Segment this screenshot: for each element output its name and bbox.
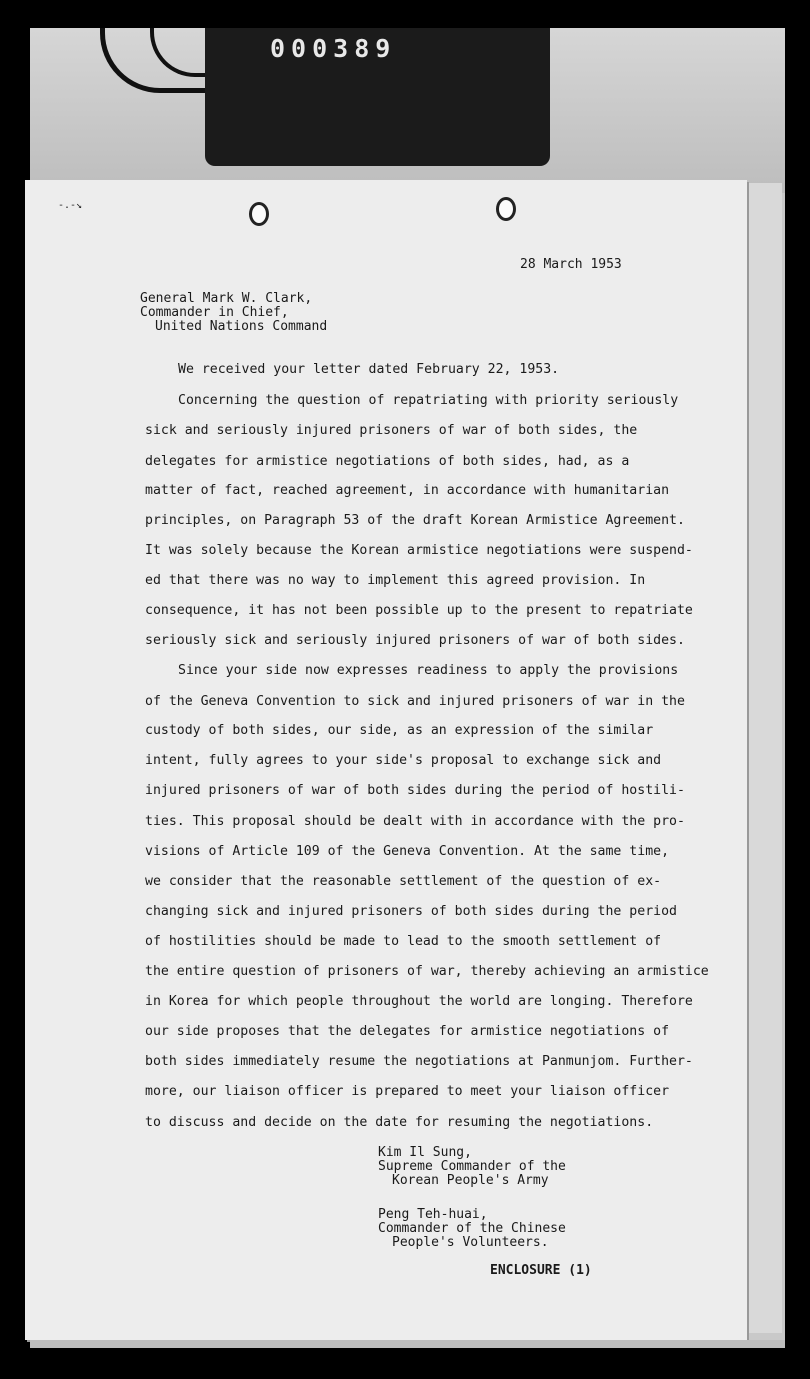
punch-hole-left — [249, 202, 269, 226]
body-line: consequence, it has not been possible up to the present to repatriate — [145, 603, 693, 618]
body-line: delegates for armistice negotiations of both sides, had, as a — [145, 454, 630, 469]
body-line: we consider that the reasonable settlement of the question of ex- — [145, 874, 662, 889]
margin-mark: -.-↘ — [58, 200, 83, 211]
addressee-line: United Nations Command — [155, 319, 328, 334]
signature-name: Kim Il Sung, — [378, 1145, 472, 1160]
body-line: seriously sick and seriously injured prisoners of war of both sides. — [145, 633, 685, 648]
body-line: in Korea for which people throughout the world are longing. Therefore — [145, 994, 693, 1009]
signature-title: Korean People's Army — [392, 1173, 549, 1188]
paper-bottom-edge — [30, 1340, 785, 1348]
addressee-line: Commander in Chief, — [140, 305, 289, 320]
body-line: of hostilities should be made to lead to the smooth settlement of — [145, 934, 662, 949]
body-line: Concerning the question of repatriating with priority seriously — [178, 393, 679, 408]
body-line: visions of Article 109 of the Geneva Convention. At the same time, — [145, 844, 670, 859]
paper-underlay — [747, 183, 782, 1333]
body-line: more, our liaison officer is prepared to meet your liaison officer — [145, 1084, 670, 1099]
frame-counter — [205, 28, 550, 166]
frame-counter-number: 000389 — [270, 34, 397, 63]
body-line: It was solely because the Korean armistice negotiations were suspend- — [145, 543, 693, 558]
body-line: to discuss and decide on the date for resuming the negotiations. — [145, 1115, 654, 1130]
body-line: We received your letter dated February 22, 1953. — [178, 362, 560, 377]
signature-name: Peng Teh-huai, — [378, 1207, 488, 1222]
addressee-line: General Mark W. Clark, — [140, 291, 313, 306]
enclosure-label: ENCLOSURE (1) — [490, 1263, 592, 1278]
body-line: Since your side now expresses readiness to apply the provisions — [178, 663, 679, 678]
body-line: injured prisoners of war of both sides during the period of hostili- — [145, 783, 685, 798]
body-line: ties. This proposal should be dealt with in accordance with the pro- — [145, 814, 685, 829]
body-line: ed that there was no way to implement this agreed provision. In — [145, 573, 646, 588]
signature-title: People's Volunteers. — [392, 1235, 549, 1250]
punch-hole-right — [496, 197, 516, 221]
body-line: matter of fact, reached agreement, in accordance with humanitarian — [145, 483, 670, 498]
body-line: principles, on Paragraph 53 of the draft Korean Armistice Agreement. — [145, 513, 685, 528]
body-line: our side proposes that the delegates for armistice negotiations of — [145, 1024, 670, 1039]
body-line: the entire question of prisoners of war, thereby achieving an armistice — [145, 964, 709, 979]
body-line: sick and seriously injured prisoners of war of both sides, the — [145, 423, 638, 438]
body-line: both sides immediately resume the negotiations at Panmunjom. Further- — [145, 1054, 693, 1069]
body-line: intent, fully agrees to your side's proposal to exchange sick and — [145, 753, 662, 768]
signature-title: Supreme Commander of the — [378, 1159, 566, 1174]
body-line: of the Geneva Convention to sick and injured prisoners of war in the — [145, 694, 685, 709]
body-line: custody of both sides, our side, as an expression of the similar — [145, 723, 654, 738]
letter-date: 28 March 1953 — [520, 257, 622, 272]
body-line: changing sick and injured prisoners of both sides during the period — [145, 904, 677, 919]
signature-title: Commander of the Chinese — [378, 1221, 566, 1236]
